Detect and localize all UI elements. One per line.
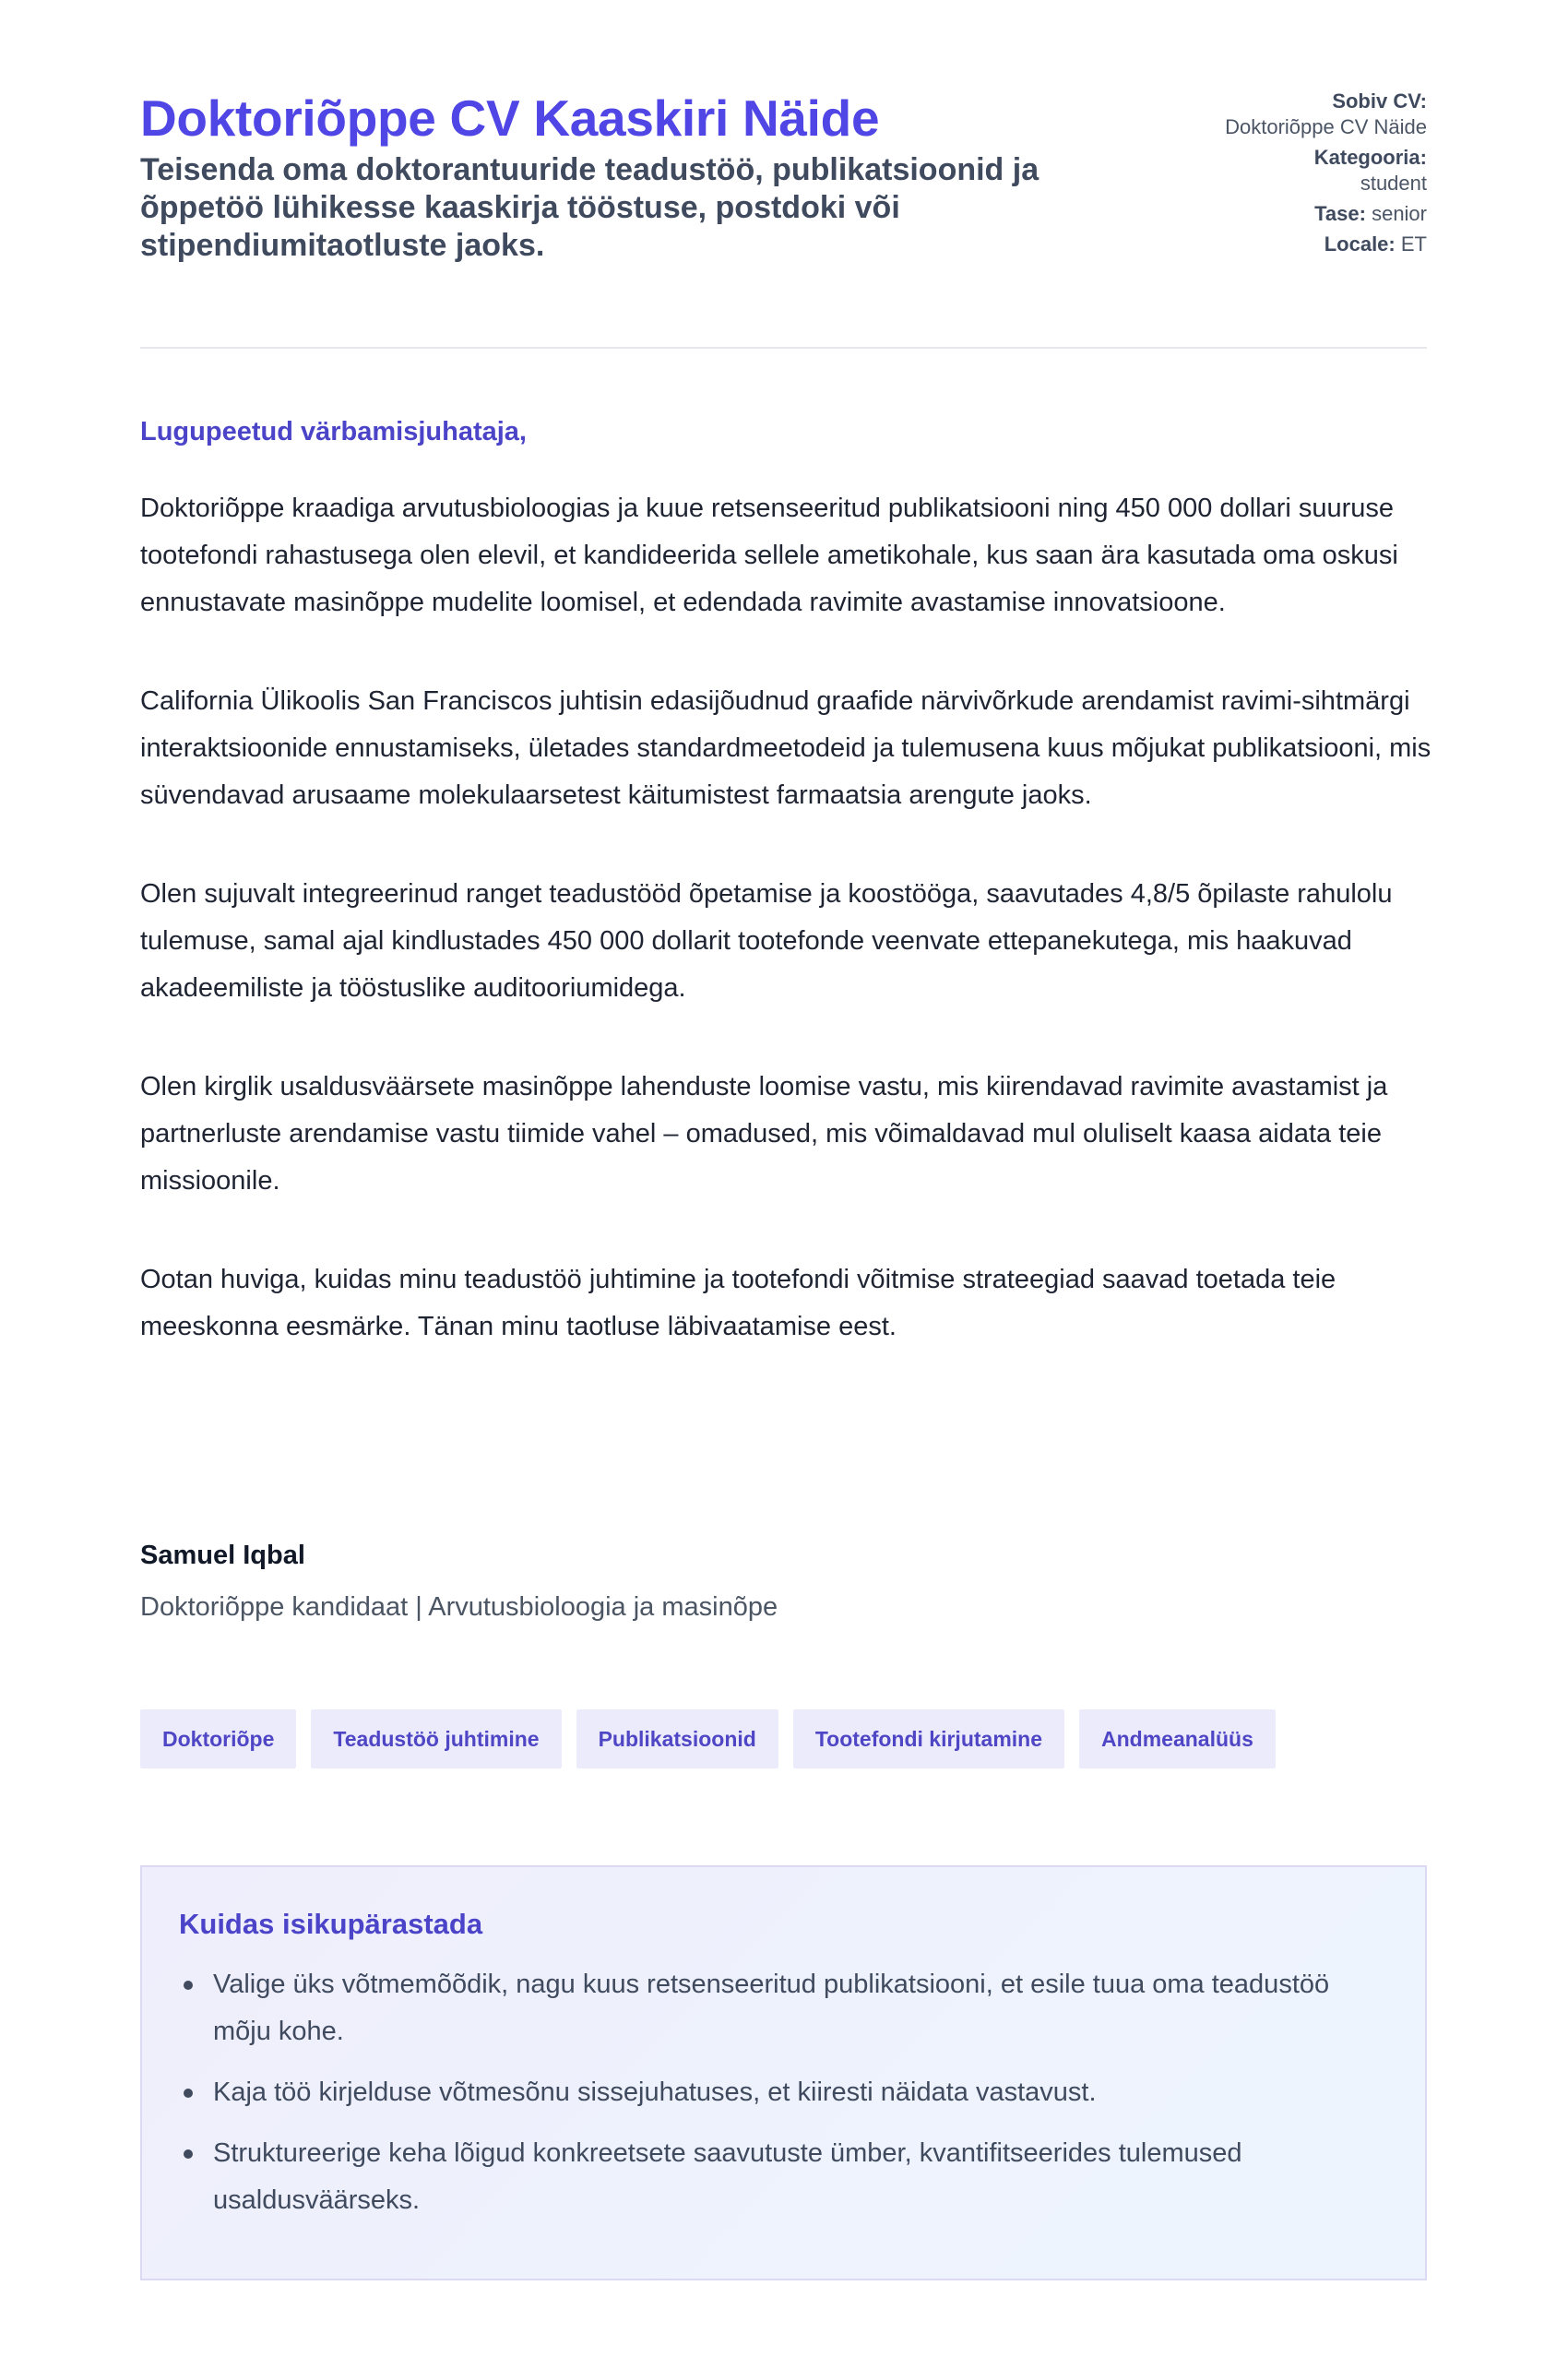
meta-locale-label: Locale:	[1324, 232, 1396, 256]
signature-role: Doktoriõppe kandidaat | Arvutusbioloogia ja masinõpe	[140, 1592, 778, 1622]
letter-salutation: Lugupeetud värbamisjuhataja,	[140, 417, 527, 446]
tips-item-text: Kaja töö kirjelduse võtmesõnu sissejuhatuses, et kiiresti näidata vastavust.	[213, 2077, 1097, 2107]
letter-paragraph: Olen sujuvalt integreerinud ranget teadustööd õpetamise ja koostööga, saavutades 4,8/5 õpilaste rahulolu tulemuse, samal ajal kindlustades 450 000 dollarit tootefonde veenvate ettepanekutega, mis haakuvad akadeemiliste ja tööstuslike auditooriumidega.	[140, 879, 1393, 1003]
meta-level-label: Tase:	[1314, 202, 1366, 225]
tag-chip[interactable]: Publikatsioonid	[576, 1709, 778, 1768]
personalization-tips-box	[140, 1865, 1427, 2280]
tips-list	[179, 1961, 1388, 2224]
meta-fit	[1206, 89, 1427, 140]
meta-category-value: student	[1360, 172, 1427, 195]
letter-paragraph: Olen kirglik usaldusväärsete masinõppe lahenduste loomise vastu, mis kiirendavad ravimite avastamist ja partnerluste arendamise vastu tiimide vahel – omadused, mis võimaldavad mul oluliselt kaasa aidata teie missioonile.	[140, 1072, 1388, 1196]
letter-paragraph: California Ülikoolis San Franciscos juhtisin edasijõudnud graafide närvivõrkude arendamist ravimi-sihtmärgi interaktsioonide ennustamiseks, ületades standardmeetodeid ja tulemusena kuus mõjukat publikatsiooni, mis süvendavad arusaame molekulaarsetest käitumistest farmaatsia arengute jaoks.	[140, 686, 1431, 810]
tips-list-item	[179, 2130, 1388, 2224]
bullet-icon	[184, 2149, 193, 2159]
meta-level-value: senior	[1372, 202, 1427, 225]
tips-title: Kuidas isikupärastada	[179, 1908, 483, 1940]
tips-item-text: Valige üks võtmemõõdik, nagu kuus retsenseeritud publikatsiooni, et esile tuua oma teadustöö mõju kohe.	[213, 1970, 1330, 2046]
meta-category	[1206, 145, 1427, 196]
meta-locale-value: ET	[1400, 232, 1427, 256]
page-header	[140, 0, 1427, 349]
letter-paragraph: Ootan huviga, kuidas minu teadustöö juhtimine ja tootefondi võitmise strateegiad saavad toetada teie meeskonna eesmärke. Tänan minu taotluse läbivaatamise eest.	[140, 1265, 1336, 1341]
meta-level	[1206, 201, 1427, 227]
tag-chip[interactable]: Teadustöö juhtimine	[311, 1709, 561, 1768]
meta-panel	[1206, 89, 1427, 262]
tag-list	[140, 1709, 1276, 1768]
page-title: Doktoriõppe CV Kaaskiri Näide	[140, 89, 880, 147]
letter-body	[140, 485, 1431, 1402]
meta-category-label: Kategooria:	[1313, 146, 1427, 169]
tag-chip[interactable]: Andmeanalüüs	[1079, 1709, 1276, 1768]
tips-list-item	[179, 2069, 1388, 2116]
tips-item-text: Struktureerige keha lõigud konkreetsete saavutuste ümber, kvantifitseerides tulemused usaldusväärseks.	[213, 2138, 1242, 2215]
bullet-icon	[184, 2089, 193, 2098]
page-subtitle: Teisenda oma doktorantuuride teadustöö, publikatsioonid ja õppetöö lühikesse kaaskirja tööstuse, postdoki või stipendiumitaotluste jaoks.	[140, 152, 1039, 263]
letter-paragraph: Doktoriõppe kraadiga arvutusbioloogias ja kuue retsenseeritud publikatsiooni ning 450 000 dollari suuruse tootefondi rahastusega olen elevil, et kandideerida sellele ametikohale, kus saan ära kasutada oma oskusi ennustavate masinõppe mudelite loomisel, et edendada ravimite avastamise innovatsioone.	[140, 494, 1398, 617]
meta-fit-value: Doktoriõppe CV Näide	[1225, 115, 1427, 138]
bullet-icon	[184, 1981, 193, 1990]
tag-chip[interactable]: Doktoriõpe	[140, 1709, 296, 1768]
meta-fit-label: Sobiv CV:	[1332, 89, 1427, 113]
tag-chip[interactable]: Tootefondi kirjutamine	[793, 1709, 1064, 1768]
signature-name: Samuel Iqbal	[140, 1541, 305, 1570]
cover-letter-page	[140, 0, 1431, 2215]
tips-list-item	[179, 1961, 1388, 2055]
meta-locale	[1206, 232, 1427, 257]
